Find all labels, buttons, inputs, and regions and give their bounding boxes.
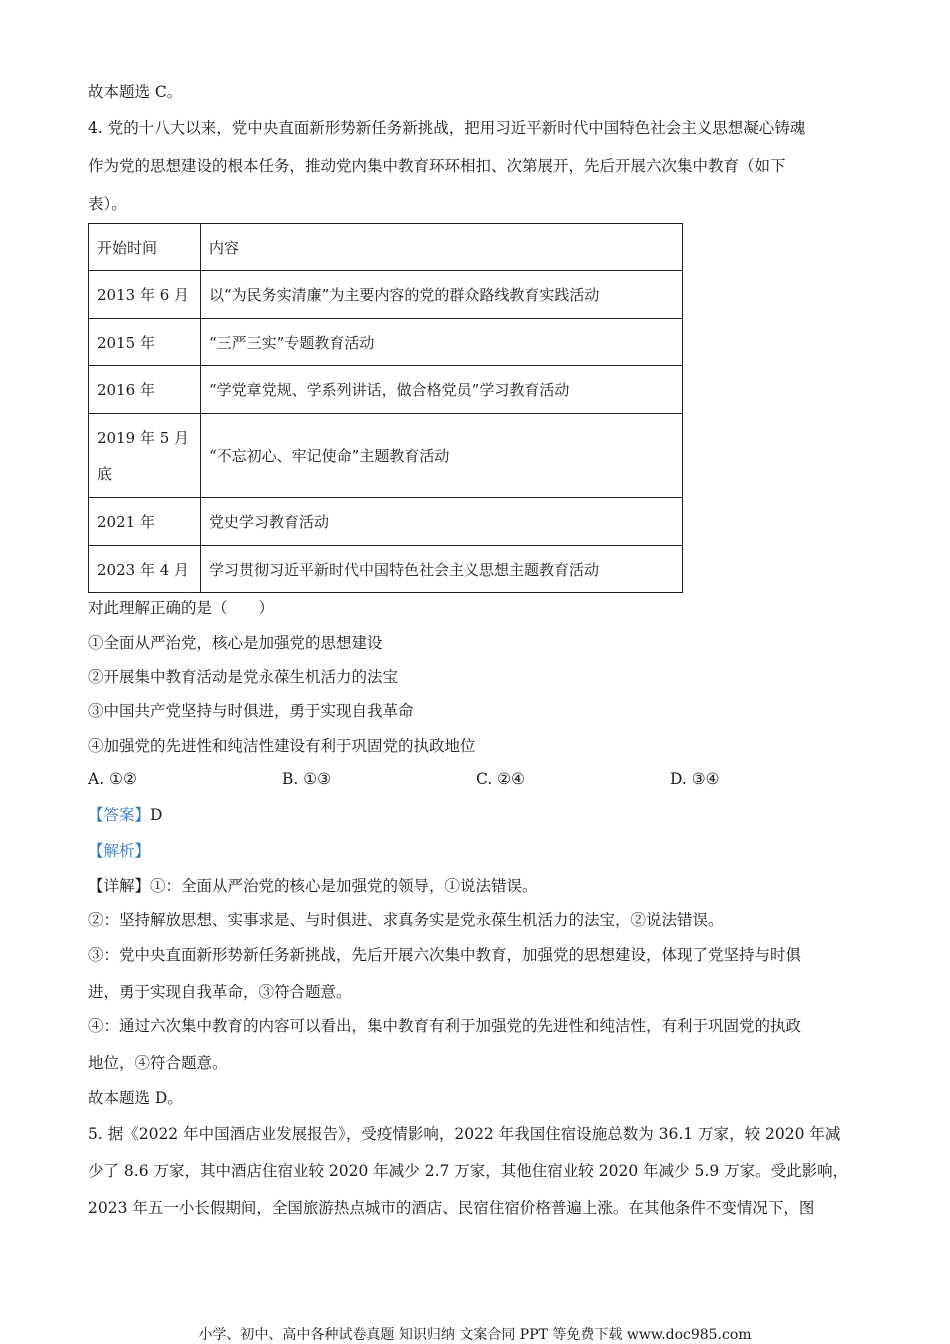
explanation-2: ②：坚持解放思想、实事求是、与时俱进、求真务实是党永葆生机活力的法宝，②说法错误。 (88, 911, 724, 929)
explanation-4a: ④：通过六次集中教育的内容可以看出，集中教育有利于加强党的先进性和纯洁性，有利于巩固党的执政 (88, 1017, 802, 1035)
table-row (89, 414, 683, 498)
explanation-conclusion: 故本题选 D。 (88, 1089, 183, 1107)
page-footer: 小学、初中、高中各种试卷真题 知识归纳 文案合同 PPT 等免费下载 www.doc985.com (198, 1327, 752, 1343)
table-row (89, 498, 683, 546)
row-content: “三严三实”专题教育活动 (201, 319, 683, 366)
option-b: B. ①③ (282, 770, 332, 788)
question-4-line-3: 表）。 (88, 195, 127, 213)
statement-3: ③中国共产党坚持与时俱进，勇于实现自我革命 (88, 702, 414, 720)
question-5-line-3: 2023 年五一小长假期间，全国旅游热点城市的酒店、民宿住宿价格普遍上涨。在其他条件不变情况下，图 (88, 1199, 815, 1217)
question-5-line-2: 少了 8.6 万家，其中酒店住宿业较 2020 年减少 2.7 万家，其他住宿业较 2020 年减少 5.9 万家。受此影响， (88, 1162, 849, 1180)
row-content: “学党章党规、学系列讲话，做合格党员”学习教育活动 (201, 366, 683, 414)
answer-line (88, 805, 162, 825)
header-content: 内容 (201, 224, 683, 271)
statement-2: ②开展集中教育活动是党永葆生机活力的法宝 (88, 668, 399, 686)
table-row (89, 546, 683, 593)
explanation-3b: 进，勇于实现自我革命，③符合题意。 (88, 983, 352, 1001)
question-prompt: 对此理解正确的是（ ） (88, 599, 275, 617)
table-row (89, 319, 683, 366)
row-time (89, 414, 201, 498)
analysis-tag: 【解析】 (88, 842, 151, 860)
row-time: 2023 年 4 月 (89, 546, 201, 593)
analysis-heading (88, 841, 150, 861)
row-time-part-2: 底 (97, 464, 113, 483)
row-time: 2015 年 (89, 319, 201, 366)
statement-4: ④加强党的先进性和纯洁性建设有利于巩固党的执政地位 (88, 737, 476, 755)
explanation-4b: 地位，④符合题意。 (88, 1054, 228, 1072)
option-d: D. ③④ (670, 770, 720, 788)
question-5-line-1: 5. 据《2022 年中国酒店业发展报告》，受疫情影响，2022 年我国住宿设施总数为 36.1 万家，较 2020 年减 (88, 1125, 841, 1143)
answer-tag: 【答案】 (88, 806, 151, 824)
explanation-3a: ③：党中央直面新形势新任务新挑战，先后开展六次集中教育，加强党的思想建设，体现了党坚持与时俱 (88, 946, 802, 964)
row-time: 2013 年 6 月 (89, 271, 201, 319)
option-a: A. ①② (88, 770, 137, 788)
table-row (89, 366, 683, 414)
option-c: C. ②④ (476, 770, 525, 788)
answer-options (88, 770, 868, 790)
table-header-row (89, 224, 683, 271)
question-4-line-1: 4. 党的十八大以来，党中央直面新形势新任务新挑战，把用习近平新时代中国特色社会主义思想凝心铸魂 (88, 119, 806, 137)
explanation-1: 【详解】①：全面从严治党的核心是加强党的领导，①说法错误。 (88, 877, 538, 895)
question-4-line-2: 作为党的思想建设的根本任务，推动党内集中教育环环相扣、次第展开，先后开展六次集中教育（如下 (88, 157, 786, 175)
row-content: 党史学习教育活动 (201, 498, 683, 546)
header-time: 开始时间 (89, 224, 201, 271)
statement-1: ①全面从严治党，核心是加强党的思想建设 (88, 634, 383, 652)
row-time: 2021 年 (89, 498, 201, 546)
row-content: 以“为民务实清廉”为主要内容的党的群众路线教育实践活动 (201, 271, 683, 319)
answer-value: D (150, 806, 163, 824)
row-content: 学习贯彻习近平新时代中国特色社会主义思想主题教育活动 (201, 546, 683, 593)
row-content: “不忘初心、牢记使命”主题教育活动 (201, 414, 683, 498)
education-table (88, 223, 683, 593)
row-time-part-1: 2019 年 5 月 (97, 428, 190, 447)
table-row (89, 271, 683, 319)
previous-conclusion: 故本题选 C。 (88, 83, 183, 101)
row-time: 2016 年 (89, 366, 201, 414)
